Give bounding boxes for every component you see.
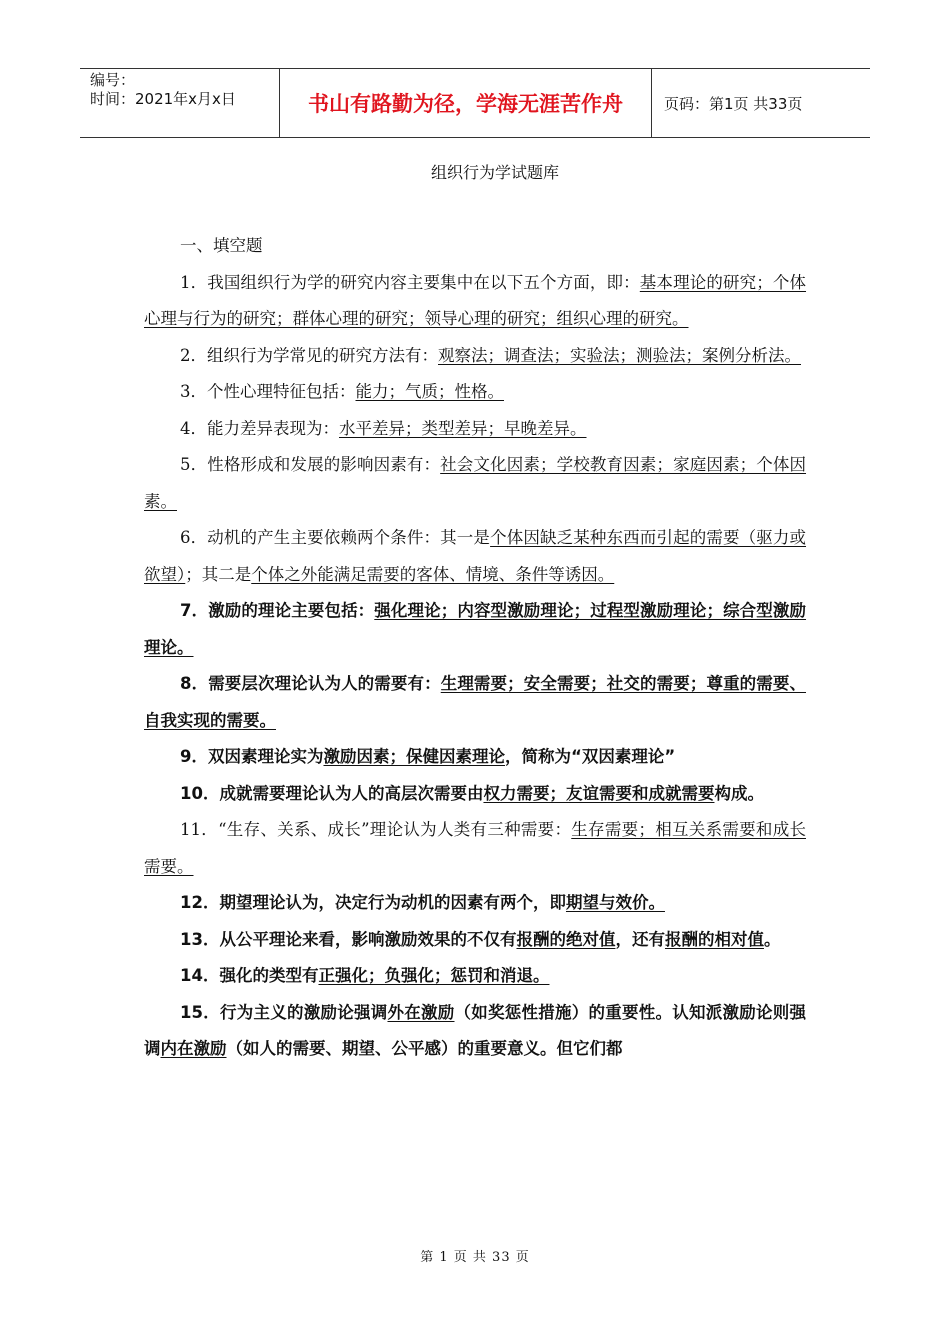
question-item: 13．从公平理论来看，影响激励效果的不仅有报酬的绝对值，还有报酬的相对值。	[180, 929, 781, 949]
answer-text: 能力；气质；性格。	[355, 382, 504, 401]
question-item: 8．需要层次理论认为人的需要有：生理需要；安全需要；社交的需要；尊重的需要、自我实现的需要。	[144, 674, 806, 730]
answer-text: 水平差异；类型差异；早晚差异。	[339, 418, 587, 438]
answer-text: 生理需要；安全需要；社交的需要；尊重的需要、自我实现的需要。	[144, 674, 806, 730]
question-item: 3．个性心理特征包括：能力；气质；性格。	[180, 382, 504, 401]
question-item: 7．激励的理论主要包括：强化理论；内容型激励理论；过程型激励理论；综合型激励理论。	[144, 601, 807, 657]
answer-text: 正强化；负强化；惩罚和消退。	[318, 966, 550, 985]
number-label: 编号：	[90, 71, 136, 89]
answer-text: 基本理论的研究；个体心理与行为的研究；群体心理的研究；领导心理的研究；组织心理的研究。	[144, 272, 807, 328]
date-label: 时间：2021年x月x日	[90, 90, 236, 108]
answer-text: 个体因缺乏某种东西而引起的需要（驱力或欲望）	[144, 528, 807, 584]
question-item: 4．能力差异表现为：水平差异；类型差异；早晚差异。	[180, 418, 587, 438]
page-footer: 第 1 页 共 33 页	[420, 1250, 530, 1265]
question-item: 9．双因素理论实为激励因素；保健因素理论，简称为“双因素理论”	[180, 747, 676, 766]
document-title: 组织行为学试题库	[430, 163, 559, 182]
answer-text: 社会文化因素；学校教育因素；家庭因素；个体因素。	[144, 455, 807, 511]
question-item: 6．动机的产生主要依赖两个条件：其一是个体因缺乏某种东西而引起的需要（驱力或欲望）；其二是个体之外能满足需要的客体、情境、条件等诱因。	[144, 528, 807, 584]
question-item: 15．行为主义的激励论强调外在激励（如奖惩性措施）的重要性。认知派激励论则强调内在激励（如人的需要、期望、公平感）的重要意义。但它们都	[144, 1002, 807, 1058]
header-info-cell	[80, 69, 280, 137]
document-body	[144, 228, 806, 1068]
answer-text: 内在激励	[160, 1039, 227, 1058]
question-item: 5．性格形成和发展的影响因素有：社会文化因素；学校教育因素；家庭因素；个体因素。	[144, 455, 807, 511]
page-label: 页码：第1页 共33页	[664, 94, 803, 113]
page-header	[80, 68, 870, 138]
motto-text: 书山有路勤为径，学海无涯苦作舟	[308, 92, 623, 116]
answer-text: 个体之外能满足需要的客体、情境、条件等诱因。	[251, 564, 615, 584]
question-item: 12．期望理论认为，决定行为动机的因素有两个，即期望与效价。	[180, 893, 665, 912]
answer-text: 强化理论；内容型激励理论；过程型激励理论；综合型激励理论。	[144, 601, 807, 657]
answer-text: 外在激励	[387, 1002, 455, 1022]
question-item: 11．“生存、关系、成长”理论认为人类有三种需要：生存需要；相互关系需要和成长需要。	[144, 820, 806, 876]
answer-text: 观察法；调查法；实验法；测验法；案例分析法。	[438, 345, 801, 365]
answer-text: 报酬的绝对值	[516, 929, 616, 949]
question-item: 1．我国组织行为学的研究内容主要集中在以下五个方面，即：基本理论的研究；个体心理与行为的研究；群体心理的研究；领导心理的研究；组织心理的研究。	[144, 272, 807, 328]
question-item: 10．成就需要理论认为人的高层次需要由权力需要；友谊需要和成就需要构成。	[180, 783, 764, 803]
answer-text: 生存需要；相互关系需要和成长需要。	[144, 820, 806, 876]
answer-text: 报酬的相对值	[664, 929, 764, 949]
question-item: 2．组织行为学常见的研究方法有：观察法；调查法；实验法；测验法；案例分析法。	[180, 345, 801, 365]
answer-text: 期望与效价。	[565, 893, 665, 912]
answer-text: 激励因素；保健因素理论	[323, 747, 505, 766]
header-page-cell	[652, 69, 870, 137]
header-motto-cell	[280, 69, 652, 137]
section-heading: 一、填空题	[180, 236, 263, 255]
answer-text: 权力需要；友谊需要和成就需要	[483, 783, 715, 803]
question-item: 14．强化的类型有正强化；负强化；惩罚和消退。	[180, 966, 550, 985]
